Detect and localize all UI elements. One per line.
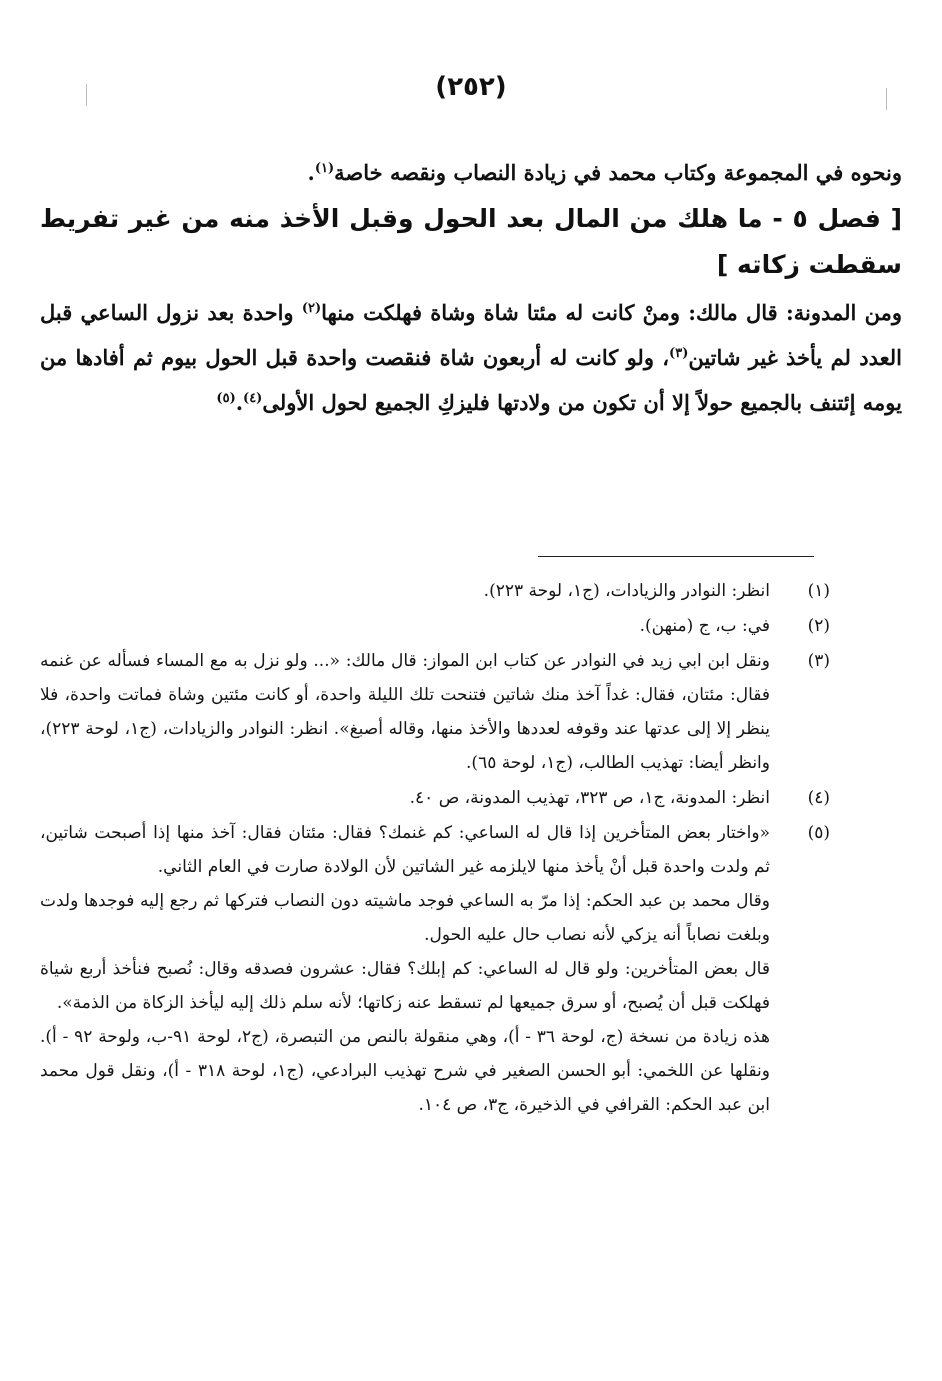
footnote-ref: (٤) xyxy=(243,391,263,406)
main-paragraph xyxy=(40,290,902,425)
opening-text: ونحوه في المجموعة وكتاب محمد في زيادة النصاب ونقصه خاصة xyxy=(334,160,902,185)
footnote-number: (٣) xyxy=(807,651,830,671)
section-heading: [ فصل ٥ - ما هلك من المال بعد الحول وقبل الأخذ منه من غير تفريط سقطت زكاته ] xyxy=(40,204,902,279)
footnote-ref: (٥) xyxy=(216,391,236,406)
paragraph-text: . xyxy=(235,390,244,415)
footnote-1 xyxy=(40,574,830,608)
footnotes-section xyxy=(40,574,830,1123)
footnote-number: (٥) xyxy=(807,823,830,843)
footnote-number: (١) xyxy=(807,581,830,601)
paragraph-text: ، ولو كانت له أربعون شاة فنقصت واحدة قبل الحول بيوم ثم أفادها من يومه إئتنف بالجميع حولاً إلا أن تكون من ولادتها فليزكِ الجميع لحول الأولى xyxy=(40,345,902,415)
footnote-number: (٢) xyxy=(807,616,830,636)
opening-line xyxy=(40,150,902,196)
footnote-text: في: ب، ج (منهن). xyxy=(639,616,770,636)
footnote-text: ونقل ابن ابي زيد في النوادر عن كتاب ابن المواز: قال مالك: «... ولو نزل به مع المساء فسأله عن غنمه فقال: مئتان، فقال: غداً آخذ منك شاتين فتنحت تلك الليلة واحدة، أو كانت مئتين وشاة فماتت واحدة، فلا ينظر إلا إلى عدتها عند وقوفه لعددها والأخذ منها، وقاله أصبغ». انظر: النوادر والزيادات، (ج١، لوحة ٢٢٣)، وانظر أيضا: تهذيب الطالب، (ج١، لوحة ٦٥). xyxy=(40,651,770,773)
footnote-2 xyxy=(40,609,830,643)
footnote-text: انظر: النوادر والزيادات، (ج١، لوحة ٢٢٣). xyxy=(483,581,770,601)
footnote-4 xyxy=(40,781,830,815)
footnote-ref: (٣) xyxy=(669,346,689,361)
footnote-text: قال بعض المتأخرين: ولو قال له الساعي: كم إبلك؟ فقال: عشرون فصدقه وقال: نُصبح فنأخذ أربع شياة فهلكت قبل أن يُصبح، أو سرق جميعها لم تسقط عنه زكاتها؛ لأنه سلم ذلك إليه ليأخذ الزكاة من الذمة». xyxy=(40,959,770,1013)
footnote-text: وقال محمد بن عبد الحكم: إذا مرّ به الساعي فوجد ماشيته دون النصاب فتركها ثم رجع إليه فوجدها ولدت وبلغت نصاباً أنه يزكي لأنه نصاب حال عليه الحول. xyxy=(40,891,770,945)
paragraph-text: واحدة بعد نزول الساعي قبل العدد لم يأخذ غير شاتين xyxy=(40,300,902,370)
footnote-text: انظر: المدونة، ج١، ص ٣٢٣، تهذيب المدونة، ص ٤٠. xyxy=(409,788,770,808)
paragraph-text: ومن المدونة: قال مالك: ومنْ كانت له مئتا شاة وشاة فهلكت منها xyxy=(321,300,903,325)
footnote-number: (٤) xyxy=(807,788,830,808)
footnote-5 xyxy=(40,816,830,1122)
opening-end: . xyxy=(307,160,315,185)
footnote-ref: (٢) xyxy=(301,301,322,316)
footnote-text: هذه زيادة من نسخة (ج، لوحة ٣٦ - أ)، وهي منقولة بالنص من التبصرة، (ج٢، لوحة ٩١-ب، ولوحة ٩٢ - أ). ونقلها عن اللخمي: أبو الحسن الصغير في شرح تهذيب البرادعي، (ج١، لوحة ٣١٨ - أ)، ونقل قول محمد ابن عبد الحكم: القرافي في الذخيرة، ج٣، ص ١٠٤. xyxy=(40,1027,770,1115)
footnote-3 xyxy=(40,644,830,780)
footnote-separator xyxy=(538,556,814,557)
footnote-text: «واختار بعض المتأخرين إذا قال له الساعي: كم غنمك؟ فقال: مئتان فقال: آخذ منها إذا أصبحت شاتين، ثم ولدت واحدة قبل أنْ يأخذ منها لايلزمه غير الشاتين لأن الولادة صارت في العام الثاني. xyxy=(40,823,770,877)
page-number: (٢٥٢) xyxy=(435,72,507,102)
footnote-ref: (١) xyxy=(314,161,335,176)
